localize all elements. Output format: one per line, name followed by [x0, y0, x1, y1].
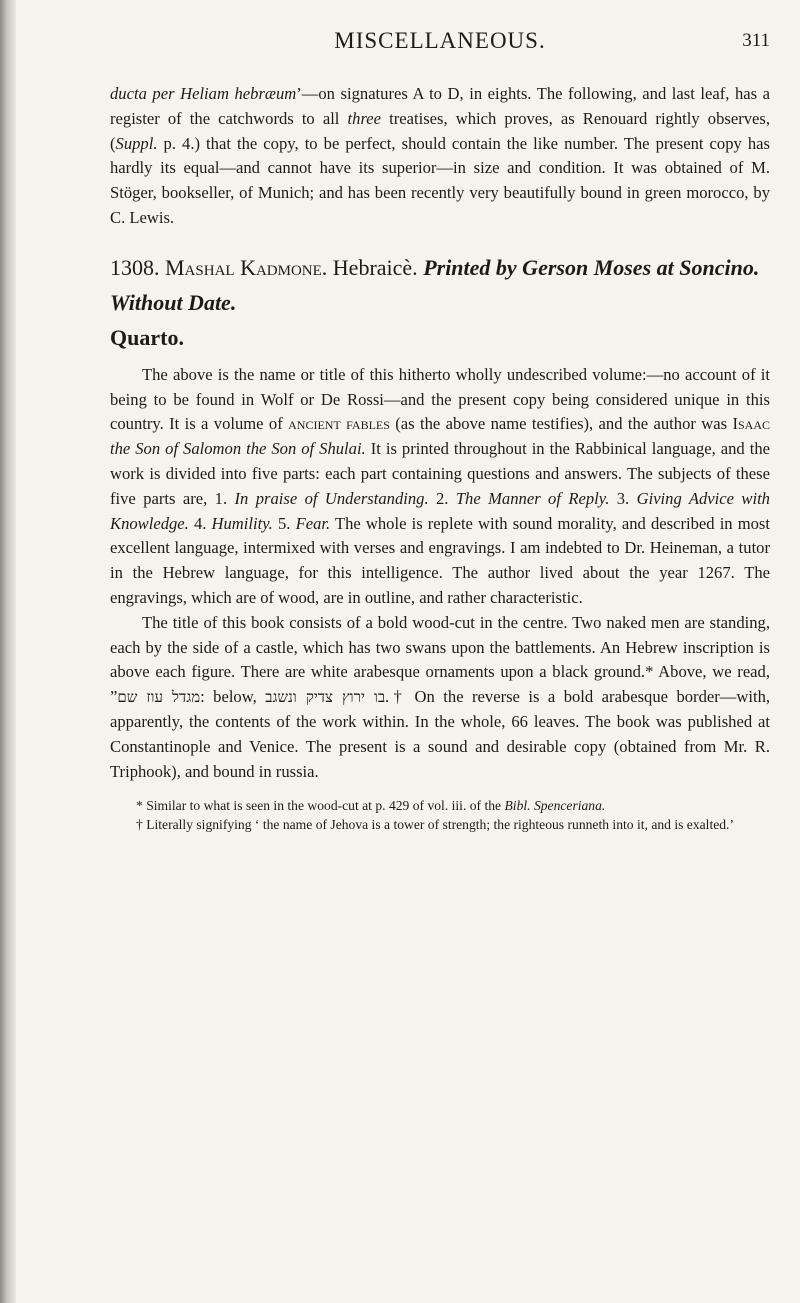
hebrew-inscription-below: בו ירוץ צדיק ונשגב: [265, 688, 386, 707]
footnote-1: [110, 796, 770, 815]
p1-text-b: (as the above name testifies), and the author was: [389, 414, 733, 434]
page-number: 311: [742, 30, 770, 51]
footnote-2: † Literally signifying ‘ the name of Jehova is a tower of strength; the righteous runneth into it, and is exalted.’: [136, 817, 734, 833]
p1-italic-part1: In praise of Understanding.: [234, 488, 429, 508]
entry-language: Hebraicè.: [332, 254, 418, 280]
p1-text-g: 5.: [272, 513, 296, 533]
page: [110, 0, 770, 834]
p1-italic-part3: Giving Advice with Knowledge.: [110, 488, 770, 533]
p1-italic-part2: The Manner of Reply.: [455, 488, 610, 508]
hebrew-inscription-above: מגדל עוז שם: [117, 688, 201, 707]
p1-text-d: 2.: [428, 488, 456, 508]
lead-text-3: p. 4.) that the copy, to be perfect, should contain the like number. The present copy has hardly its equal—and cannot have its superior—in size and condition. It was obtained of M. Stöger, bookseller, of Munich; and has been recently very beautifully bound in green morocco, by C. Lewis.: [110, 133, 770, 227]
p1-text-c: It is printed throughout in the Rabbinical language, and the work is divided into five parts: each part containing questions and answers. The subjects of these five parts are, 1.: [110, 439, 770, 508]
book-spine-shadow: [0, 0, 16, 1303]
running-title: MISCELLANEOUS.: [334, 28, 546, 53]
p1-italic-part5: Fear.: [295, 513, 331, 533]
footnote-1-text: * Similar to what is seen in the wood-cut at p. 429 of vol. iii. of the: [136, 798, 505, 814]
lead-text-2: treatises, which proves, as Renouard rightly observes, (: [110, 108, 770, 153]
p1-smallcaps-fables: ancient fables: [288, 414, 390, 434]
p2-text-c: .† On the reverse is a bold arabesque border—with, apparently, the contents of the work within. In the whole, 66 leaves. The book was published at Constantinople and Venice. The present is a sound and desirable copy (obtained from Mr. R. Triphook), and bound in russia.: [110, 687, 771, 781]
p1-italic-author: the Son of Salomon the Son of Shulai.: [110, 439, 366, 459]
entry-heading: [110, 250, 770, 355]
p1-text-e: 3.: [609, 488, 637, 508]
lead-italic-quote: ducta per Heliam hebræum: [110, 84, 297, 103]
description-paragraph: [110, 363, 770, 611]
entry-size: Quarto.: [110, 324, 184, 350]
p2-text-a: The title of this book consists of a bold wood-cut in the centre. Two naked men are standing, each by the side of a castle, which has two swans upon the battlements. An Hebrew inscription is above each figure. There are white arabesque ornaments upon a black ground.* Above, we read, ”: [110, 612, 770, 707]
entry-number: 1308.: [110, 254, 160, 280]
p1-text-h: The whole is replete with sound morality, and described in most excellent language, intermixed with verses and engravings. I am indebted to Dr. Heineman, a tutor in the Hebrew language, for this intelligence. The author lived about the year 1267. The engravings, which are of wood, are in outline, and rather characteristic.: [110, 513, 771, 607]
lead-text-1: ’—on signatures A to D, in eights. The following, and last leaf, has a register of the catchwords to all: [110, 84, 770, 128]
p1-smallcaps-isaac: Isaac: [732, 414, 770, 434]
footnotes: [110, 796, 770, 834]
p1-text-a: The above is the name or title of this hitherto wholly undescribed volume:—no account of it being to be found in Wolf or De Rossi—and the present copy being considered unique in this country. It is a volume of: [110, 364, 770, 434]
p2-text-b: : below,: [200, 687, 266, 707]
p1-italic-part4: Humility.: [211, 513, 273, 533]
lead-italic-three: three: [347, 108, 382, 128]
woodcut-paragraph: [110, 611, 770, 785]
continued-paragraph: [110, 82, 770, 231]
entry-title: Mashal Kadmone.: [165, 254, 328, 280]
lead-italic-ref: Suppl.: [115, 133, 158, 153]
p1-text-f: 4.: [188, 513, 212, 533]
footnote-1-italic: Bibl. Spenceriana.: [504, 798, 606, 814]
page-header: [110, 0, 770, 60]
entry-imprint: Printed by Gerson Moses at Soncino. Without Date.: [110, 254, 760, 315]
